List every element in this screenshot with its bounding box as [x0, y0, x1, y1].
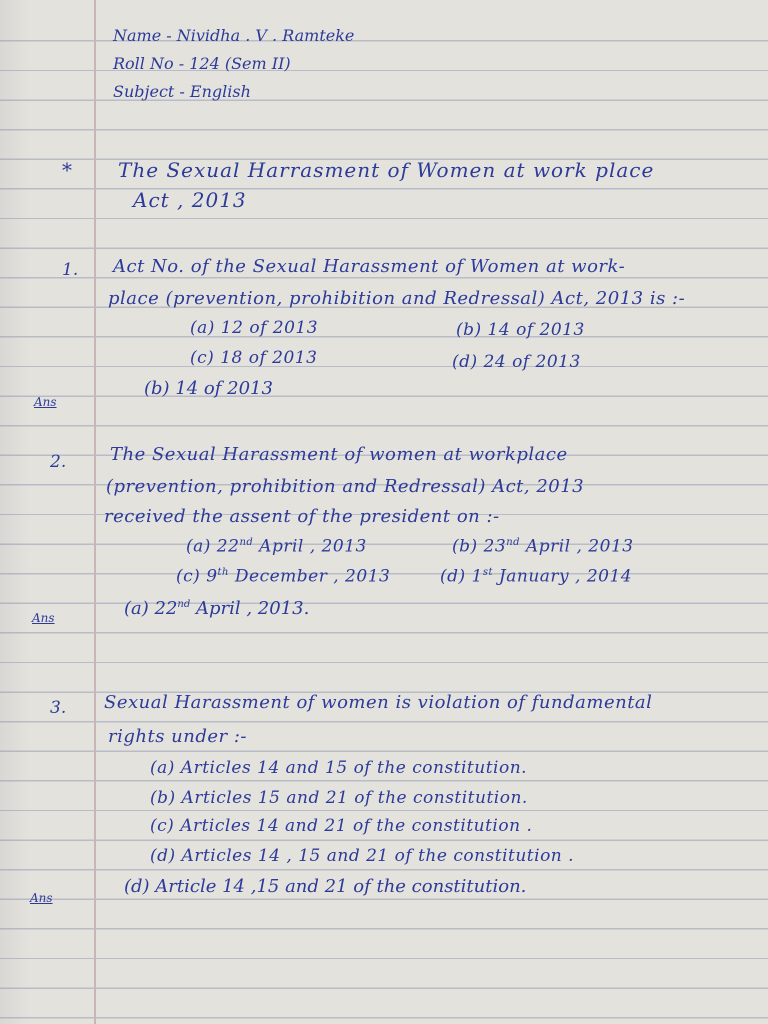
question-3-number: 3. — [50, 698, 67, 718]
question-2-option-c: (c) 9th December , 2013 — [176, 566, 391, 587]
question-3-answer: (d) Article 14 ,15 and 21 of the constitution. — [124, 876, 527, 897]
question-1-answer-label: Ans — [34, 395, 57, 409]
roll-number: Roll No - 124 (Sem II) — [113, 54, 291, 73]
subject: Subject - English — [113, 82, 251, 101]
question-3-option-a: (a) Articles 14 and 15 of the constitution. — [150, 758, 528, 778]
title-bullet: * — [62, 158, 73, 182]
question-2-answer: (a) 22nd April , 2013. — [124, 598, 310, 619]
question-2-option-a: (a) 22nd April , 2013 — [186, 536, 367, 557]
question-3-answer-label: Ans — [30, 891, 53, 905]
question-3-line-1: Sexual Harassment of women is violation of fundamental — [104, 692, 653, 713]
title-line-2: Act , 2013 — [133, 188, 247, 212]
question-3-option-b: (b) Articles 15 and 21 of the constitution. — [150, 788, 528, 808]
question-2-line-3: received the assent of the president on :- — [104, 506, 500, 527]
question-1-option-d: (d) 24 of 2013 — [452, 352, 581, 372]
question-2-number: 2. — [50, 452, 67, 472]
question-2-line-1: The Sexual Harassment of women at workplace — [110, 444, 568, 465]
question-1-answer: (b) 14 of 2013 — [144, 378, 273, 399]
question-3-option-c: (c) Articles 14 and 21 of the constitution . — [150, 816, 533, 836]
question-2-option-b: (b) 23nd April , 2013 — [452, 536, 634, 557]
question-1-option-c: (c) 18 of 2013 — [190, 348, 318, 368]
question-1-number: 1. — [62, 260, 79, 280]
title-line-1: The Sexual Harrasment of Women at work place — [118, 158, 655, 182]
student-name: Name - Nividha . V . Ramteke — [113, 26, 355, 45]
question-2-option-d: (d) 1st January , 2014 — [440, 566, 633, 587]
question-3-line-2: rights under :- — [108, 726, 248, 747]
question-1-line-2: place (prevention, prohibition and Redressal) Act, 2013 is :- — [108, 288, 686, 309]
question-2-answer-label: Ans — [32, 611, 55, 625]
question-1-line-1: Act No. of the Sexual Harassment of Women at work- — [113, 256, 626, 277]
question-1-option-a: (a) 12 of 2013 — [190, 318, 319, 338]
question-1-option-b: (b) 14 of 2013 — [456, 320, 585, 340]
question-2-line-2: (prevention, prohibition and Redressal) Act, 2013 — [106, 476, 585, 497]
margin-line — [94, 0, 96, 1024]
question-3-option-d: (d) Articles 14 , 15 and 21 of the constitution . — [150, 846, 575, 866]
